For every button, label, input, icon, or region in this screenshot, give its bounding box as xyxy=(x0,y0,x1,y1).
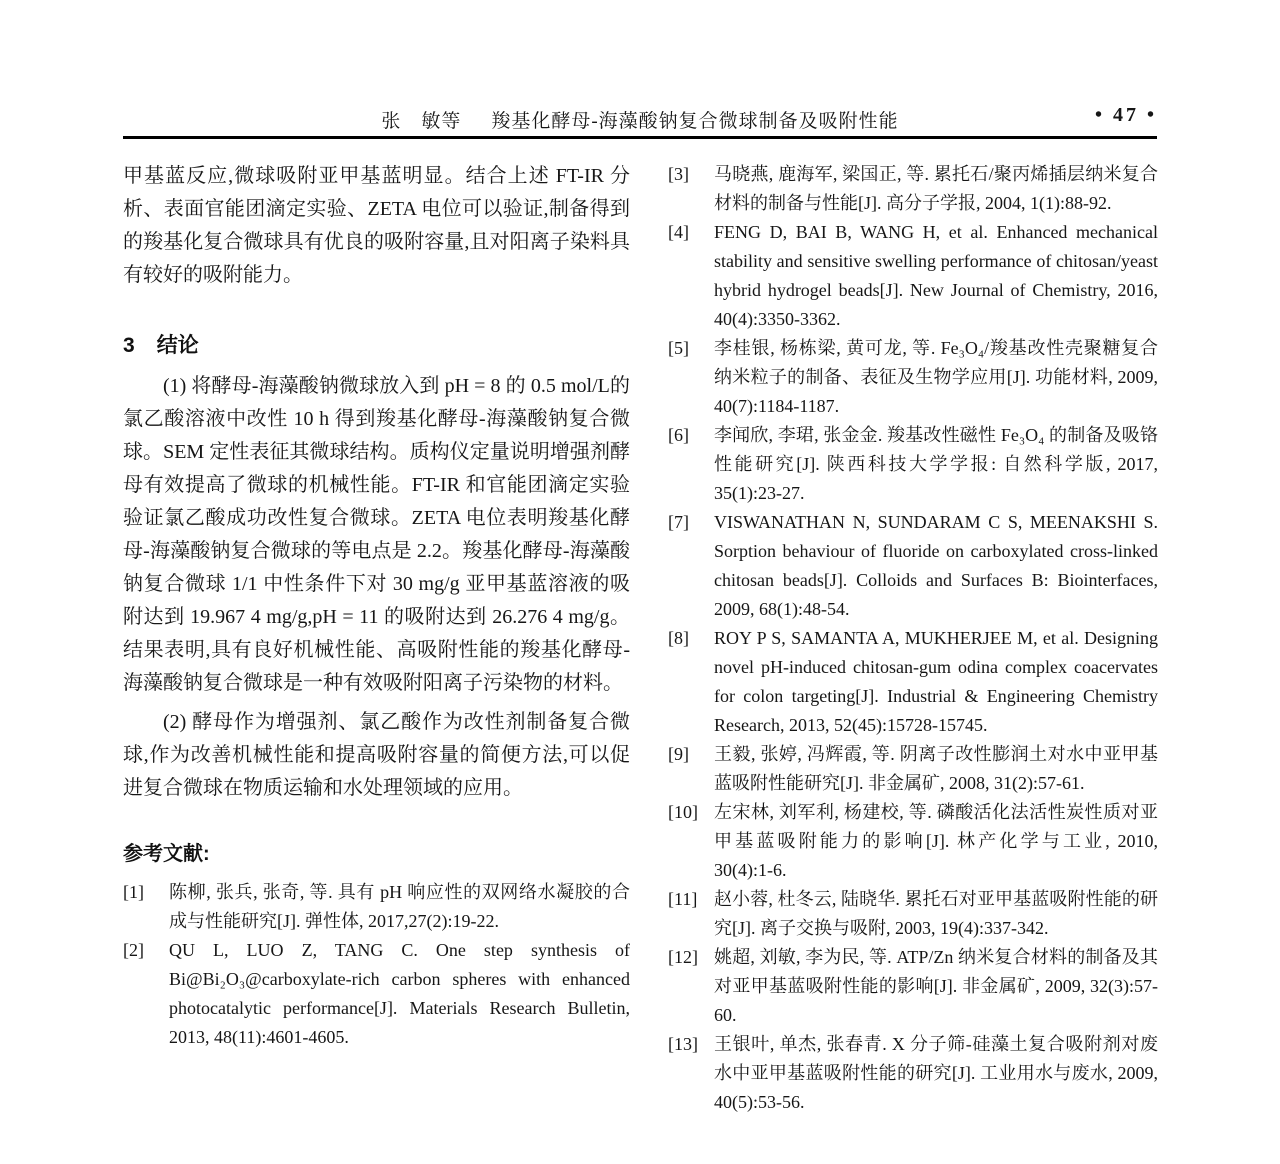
reference-text: 王毅, 张婷, 冯辉霞, 等. 阴离子改性膨润土对水中亚甲基蓝吸附性能研究[J]. 非金属矿, 2008, 31(2):57-61. xyxy=(714,744,1158,793)
conclusion-paragraph-1: (1) 将酵母-海藻酸钠微球放入到 pH = 8 的 0.5 mol/L的氯乙酸溶液中改性 10 h 得到羧基化酵母-海藻酸钠复合微球。SEM 定性表征其微球结构。质构仪定量说明增强剂酵母有效提高了微球的机械性能。FT-IR 和官能团滴定实验验证氯乙酸成功改性复合微球。ZETA 电位表明羧基化酵母-海藻酸钠复合微球的等电点是 2.2。羧基化酵母-海藻酸钠复合微球 1/1 中性条件下对 30 mg/g 亚甲基蓝溶液的吸附达到 19.967 4 mg/g,pH = 11 的吸附达到 26.276 4 mg/g。结果表明,具有良好机械性能、高吸附性能的羧基化酵母-海藻酸钠复合微球是一种有效吸附阳离子污染物的材料。 xyxy=(123,375,630,694)
reference-text: QU L, LUO Z, TANG C. One step synthesis of Bi@Bi₂O₃@carboxylate-rich carbon spheres with enhanced photocatalytic performance[J]. Materials Research Bulletin, 2013, 48(11):4601-4605. xyxy=(169,940,630,1047)
reference-item-6 xyxy=(668,421,1158,508)
section-number: 3 xyxy=(123,334,135,357)
reference-text: 马晓燕, 鹿海军, 梁国正, 等. 累托石/聚丙烯插层纳米复合材料的制备与性能[J]. 高分子学报, 2004, 1(1):88-92. xyxy=(714,164,1158,213)
reference-text: VISWANATHAN N, SUNDARAM C S, MEENAKSHI S. Sorption behaviour of fluoride on carboxylated cross-linked chitosan beads[J]. Colloids and Surfaces B: Biointerfaces, 2009, 68(1):48-54. xyxy=(714,512,1158,619)
page-number: • 47 • xyxy=(1094,104,1157,126)
reference-text: 李桂银, 杨栋梁, 黄可龙, 等. Fe₃O₄/羧基改性壳聚糖复合纳米粒子的制备、表征及生物学应用[J]. 功能材料, 2009, 40(7):1184-1187. xyxy=(714,338,1158,416)
reference-text: ROY P S, SAMANTA A, MUKHERJEE M, et al. Designing novel pH-induced chitosan-gum odina complex coacervates for colon targeting[J]. Industrial & Engineering Chemistry Research, 2013, 52(45):15728-15745. xyxy=(714,628,1158,735)
reference-label: [7] xyxy=(668,512,689,532)
reference-label: [6] xyxy=(668,425,689,445)
reference-label: [12] xyxy=(668,947,698,967)
conclusion-paragraph-2: (2) 酵母作为增强剂、氯乙酸作为改性剂制备复合微球,作为改善机械性能和提高吸附容量的简便方法,可以促进复合微球在物质运输和水处理领域的应用。 xyxy=(123,711,630,799)
reference-item-7 xyxy=(668,508,1158,624)
reference-label: [2] xyxy=(123,940,144,960)
section-title: 结论 xyxy=(156,334,199,357)
reference-label: [9] xyxy=(668,744,689,764)
reference-text: 陈柳, 张兵, 张奇, 等. 具有 pH 响应性的双网络水凝胶的合成与性能研究[J]. 弹性体, 2017,27(2):19-22. xyxy=(169,882,630,931)
reference-item-2 xyxy=(123,936,630,1052)
reference-label: [8] xyxy=(668,628,689,648)
reference-text: FENG D, BAI B, WANG H, et al. Enhanced mechanical stability and sensitive swelling performance of chitosan/yeast hybrid hydrogel beads[J]. New Journal of Chemistry, 2016, 40(4):3350-3362. xyxy=(714,222,1158,329)
reference-text: 李闻欣, 李珺, 张金金. 羧基改性磁性 Fe₃O₄ 的制备及吸铬性能研究[J]. 陕西科技大学学报: 自然科学版, 2017, 35(1):23-27. xyxy=(714,425,1158,503)
reference-text: 姚超, 刘敏, 李为民, 等. ATP/Zn 纳米复合材料的制备及其对亚甲基蓝吸附性能的影响[J]. 非金属矿, 2009, 32(3):57-60. xyxy=(714,947,1158,1025)
reference-label: [1] xyxy=(123,882,144,902)
reference-label: [5] xyxy=(668,338,689,358)
reference-item-3 xyxy=(668,160,1158,218)
reference-text: 赵小蓉, 杜冬云, 陆晓华. 累托石对亚甲基蓝吸附性能的研究[J]. 离子交换与吸附, 2003, 19(4):337-342. xyxy=(714,889,1158,938)
reference-text: 王银叶, 单杰, 张春青. X 分子筛-硅藻土复合吸附剂对废水中亚甲基蓝吸附性能的研究[J]. 工业用水与废水, 2009, 40(5):53-56. xyxy=(714,1034,1158,1112)
reference-item-9 xyxy=(668,740,1158,798)
running-head-authors: 张 敏等 xyxy=(381,111,462,132)
reference-label: [4] xyxy=(668,222,689,242)
reference-item-8 xyxy=(668,624,1158,740)
continued-paragraph: 甲基蓝反应,微球吸附亚甲基蓝明显。结合上述 FT-IR 分析、表面官能团滴定实验、ZETA 电位可以验证,制备得到的羧基化复合微球具有优良的吸附容量,且对阳离子染料具有较好的吸附能力。 xyxy=(123,165,630,286)
left-column xyxy=(123,160,630,1052)
references-heading: 参考文献: xyxy=(123,843,210,865)
section-heading-conclusion xyxy=(123,332,630,360)
reference-label: [3] xyxy=(668,164,689,184)
running-head xyxy=(123,106,1157,133)
reference-item-13 xyxy=(668,1030,1158,1117)
reference-item-11 xyxy=(668,885,1158,943)
reference-item-12 xyxy=(668,943,1158,1030)
references-list-right xyxy=(668,160,1158,1117)
running-head-title: 羧基化酵母-海藻酸钠复合微球制备及吸附性能 xyxy=(491,111,899,132)
reference-label: [11] xyxy=(668,889,698,909)
reference-label: [10] xyxy=(668,802,698,822)
reference-item-10 xyxy=(668,798,1158,885)
reference-item-1 xyxy=(123,878,630,936)
reference-item-4 xyxy=(668,218,1158,334)
references-list-left xyxy=(123,878,630,1052)
reference-item-5 xyxy=(668,334,1158,421)
right-column xyxy=(668,160,1158,1117)
header-rule xyxy=(123,136,1157,139)
reference-label: [13] xyxy=(668,1034,698,1054)
reference-text: 左宋林, 刘军利, 杨建校, 等. 磷酸活化法活性炭性质对亚甲基蓝吸附能力的影响[J]. 林产化学与工业, 2010, 30(4):1-6. xyxy=(714,802,1158,880)
